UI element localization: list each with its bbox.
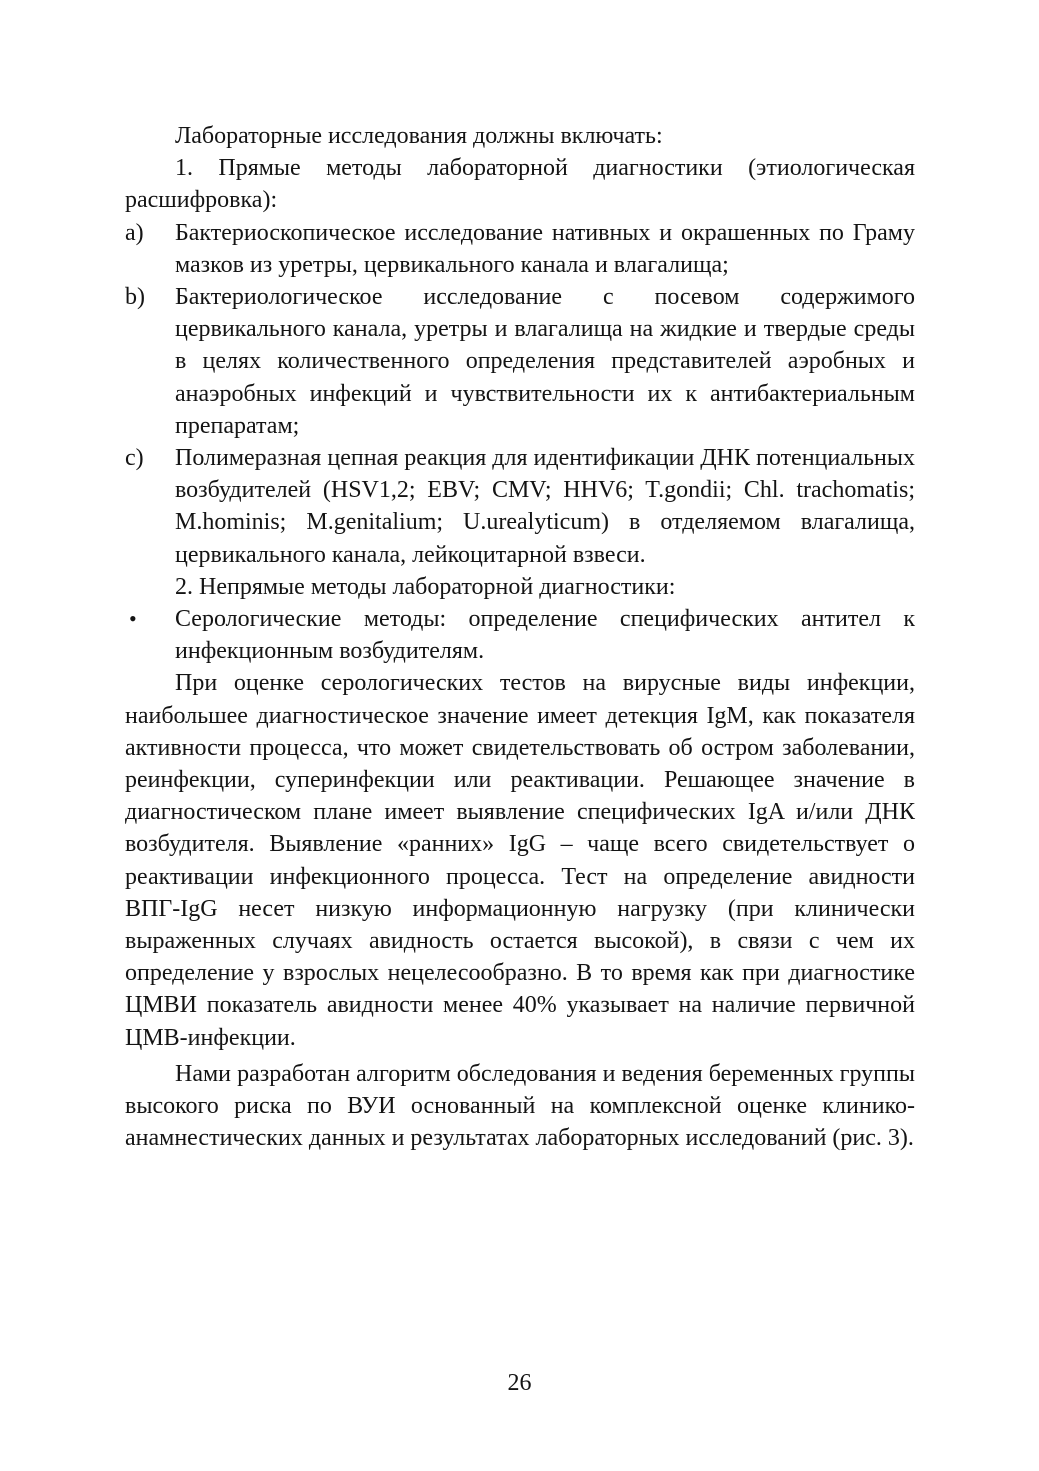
- list-item-bullet-text: Серологические методы: определение специфических антител к инфекционным возбудителям.: [175, 606, 915, 665]
- page-body: [125, 120, 915, 1155]
- direct-methods-heading: 1. Прямые методы лабораторной диагностики (этиологическая расшифровка):: [125, 155, 915, 214]
- list-marker-c: c): [125, 445, 144, 472]
- list-item-bullet: [125, 603, 915, 667]
- list-item-c: [125, 442, 915, 571]
- indirect-methods-heading: 2. Непрямые методы лабораторной диагностики:: [175, 573, 676, 600]
- list-item-a-text: Бактериоскопическое исследование нативных и окрашенных по Граму мазков из уретры, цервикального канала и влагалища;: [175, 219, 915, 278]
- list-item-b-text: Бактериологическое исследование с посевом содержимого цервикального канала, уретры и влагалища на жидкие и твердые среды в целях количественного определения представителей аэробных и анаэробных инфекций и чувствительности их к антибактериальным препаратам;: [175, 284, 915, 439]
- list-item-c-text: Полимеразная цепная реакция для идентификации ДНК потенциальных возбудителей (HSV1,2; EBV; CMV; HHV6; T.gondii; Chl. trachomatis; M.hominis; M.genitalium; U.urealyticum) в отделяемом влагалища, цервикального канала, лейкоцитарной взвеси.: [175, 445, 915, 568]
- list-marker-a: a): [125, 219, 144, 246]
- list-marker-b: b): [125, 284, 145, 311]
- paragraph-algorithm: Нами разработан алгоритм обследования и ведения беременных группы высокого риска по ВУИ основанный на комплексной оценке клинико-анамнестических данных и результатах лабораторных исследований (рис. 3).: [125, 1060, 915, 1152]
- intro-line: Лабораторные исследования должны включать:: [175, 123, 663, 149]
- list-item-a: [125, 217, 915, 281]
- bullet-icon: •: [129, 606, 137, 632]
- paragraph-serology: При оценке серологических тестов на вирусные виды инфекции, наибольшее диагностическое значение имеет детекция IgM, как показателя активности процесса, что может свидетельствовать об остром заболевании, реинфекции, суперинфекции или реактивации. Решающее значение в диагностическом плане имеет выявление специфических IgA и/или ДНК возбудителя. Выявление «ранних» IgG – чаще всего свидетельствует о реактивации инфекционного процесса. Тест на определение авидности ВПГ-IgG несет низкую информационную нагрузку (при клинически выраженных случаях авидность остается высокой), в связи с чем их определение у взрослых нецелесообразно. В то время как при диагностике ЦМВИ показатель авидности менее 40% указывает на наличие первичной ЦМВ-инфекции.: [125, 670, 915, 1051]
- page-number: 26: [507, 1370, 532, 1396]
- list-item-b: [125, 281, 915, 442]
